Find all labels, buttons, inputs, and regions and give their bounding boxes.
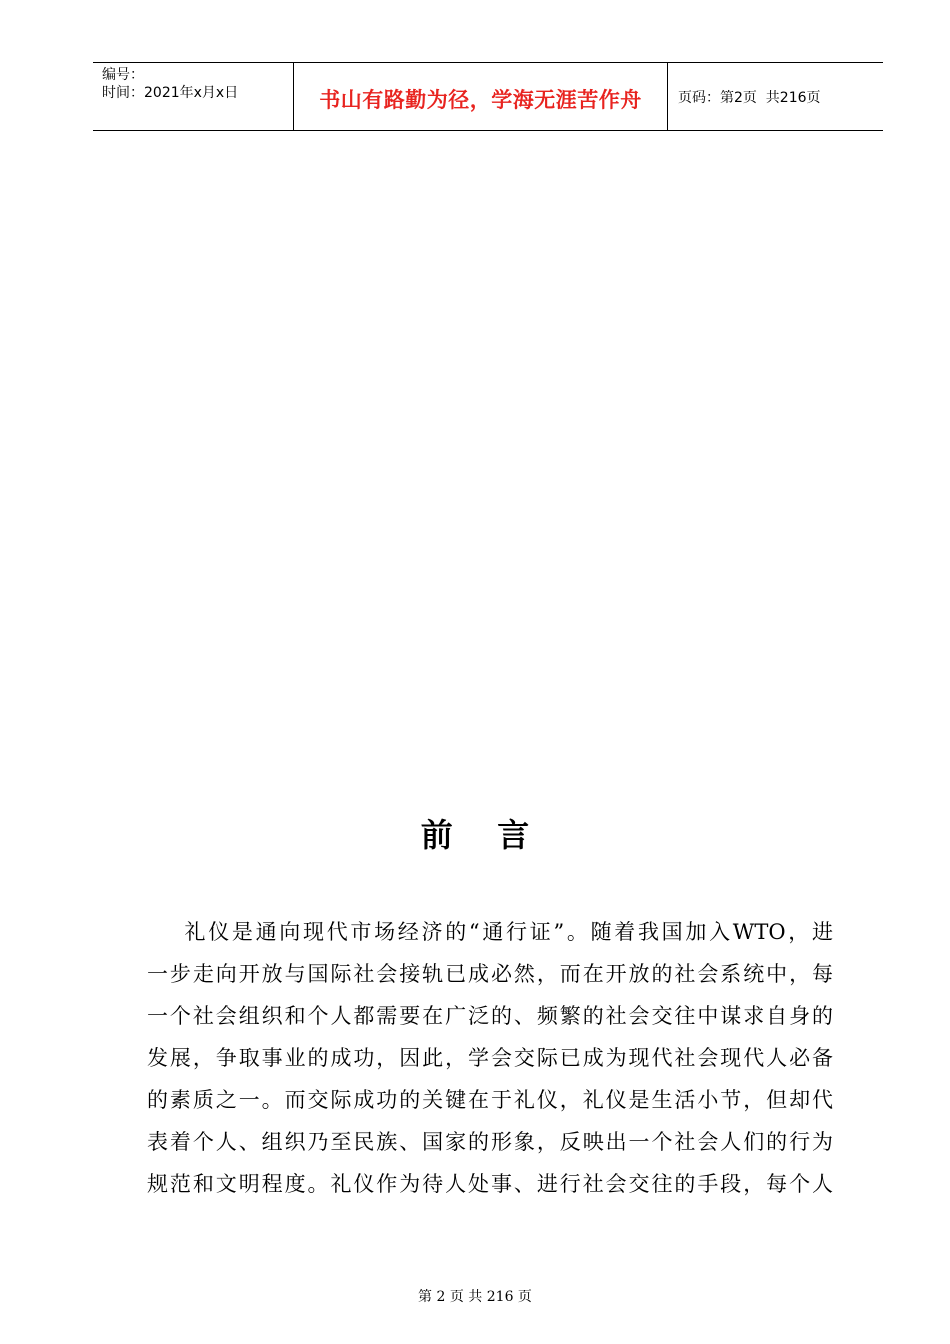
header-page-cell [668,63,883,130]
paragraph-line: 礼仪是通向现代市场经济的“通行证”。随着我国加入WTO，进 [147,920,833,944]
paragraph-line: 一步走向开放与国际社会接轨已成必然，而在开放的社会系统中，每 [147,962,833,986]
date-label: 时间：2021年x月x日 [102,85,239,101]
header-motto-cell [294,63,668,130]
paragraph-line: 一个社会组织和个人都需要在广泛的、频繁的社会交往中谋求自身的 [147,1004,833,1028]
serial-number-label: 编号： [102,67,144,83]
paragraph-line: 规范和文明程度。礼仪作为待人处事、进行社会交往的手段，每个人 [147,1172,833,1196]
paragraph-line: 的素质之一。而交际成功的关键在于礼仪，礼仪是生活小节，但却代 [147,1088,833,1112]
page-footer [0,1286,950,1306]
paragraph-line: 发展，争取事业的成功，因此，学会交际已成为现代社会现代人必备 [147,1046,833,1070]
page-title: 前 言 [420,816,530,854]
body-paragraph [147,911,833,1205]
footer-page-number: 第 2 页 共 216 页 [418,1289,532,1305]
page-header [93,62,883,131]
motto-text: 书山有路勤为径，学海无涯苦作舟 [319,87,642,112]
header-meta [93,63,294,130]
header-page-info: 页码：第2页 共216页 [678,89,821,106]
paragraph-line: 表着个人、组织乃至民族、国家的形象，反映出一个社会人们的行为 [147,1130,833,1154]
